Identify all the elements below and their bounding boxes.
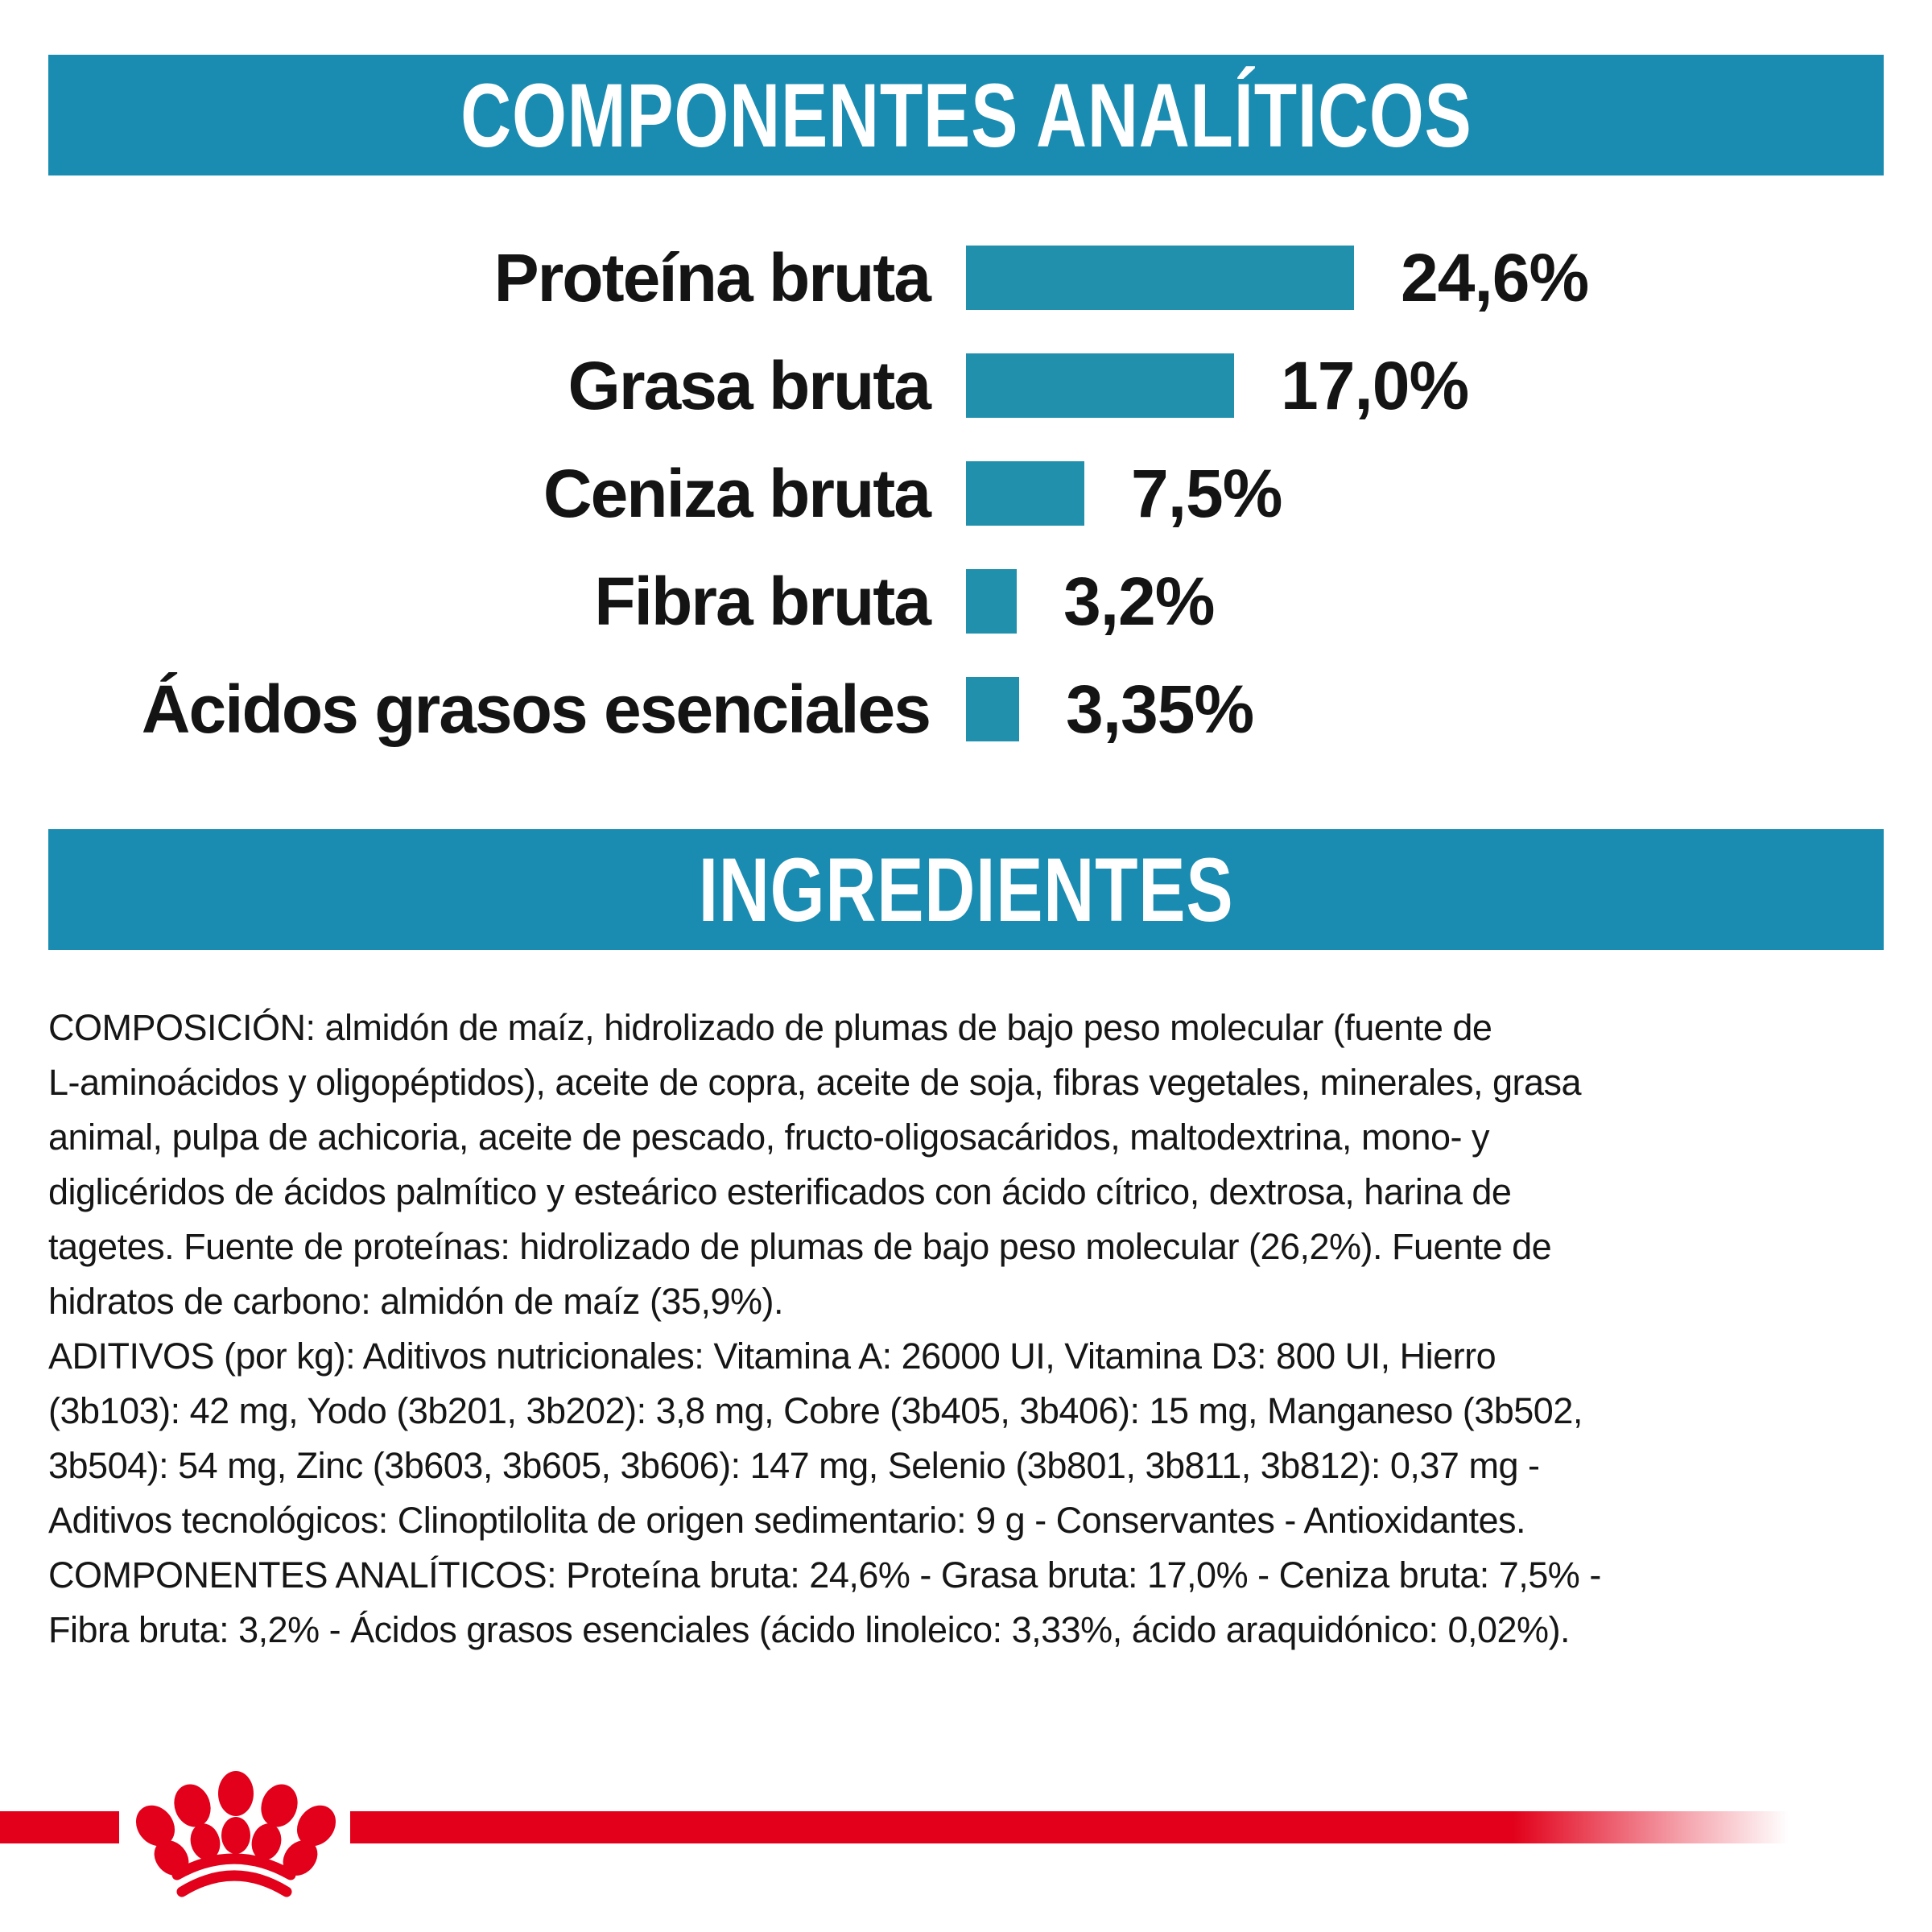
ingredients-text-line: COMPOSICIÓN: almidón de maíz, hidrolizado de plumas de bajo peso molecular (fuente de (48, 1007, 1492, 1048)
chart-category-label: Grasa bruta (568, 347, 930, 423)
ingredients-text-line: Aditivos tecnológicos: Clinoptilolita de origen sedimentario: 9 g - Conservantes - Antioxidantes. (48, 1500, 1526, 1541)
analytics-header-title: COMPONENTES ANALÍTICOS (460, 64, 1472, 166)
chart-category-label: Fibra bruta (594, 563, 930, 639)
ingredients-text-line: tagetes. Fuente de proteínas: hidrolizado de plumas de bajo peso molecular (26,2%). Fuente de (48, 1226, 1552, 1267)
chart-row-acidos (48, 671, 1254, 747)
ingredients-text-line: ADITIVOS (por kg): Aditivos nutricionales: Vitamina A: 26000 UI, Vitamina D3: 800 UI, Hierro (48, 1335, 1496, 1377)
ingredients-text-line: COMPONENTES ANALÍTICOS: Proteína bruta: 24,6% - Grasa bruta: 17,0% - Ceniza bruta: 7,5% - (48, 1554, 1601, 1596)
chart-category-label: Proteína bruta (493, 239, 930, 316)
chart-bar-grasa (966, 353, 1234, 418)
chart-category-label: Ceniza bruta (543, 455, 930, 531)
ingredients-text-line: animal, pulpa de achicoria, aceite de pescado, fructo-oligosacáridos, maltodextrina, mono- y (48, 1117, 1489, 1158)
chart-value-label: 7,5% (1131, 455, 1282, 531)
brand-ribbon-right (350, 1811, 1803, 1843)
brand-ribbon-left (0, 1811, 119, 1843)
ingredients-text-line: Fibra bruta: 3,2% - Ácidos grasos esenciales (ácido linoleico: 3,33%, ácido araquidónico: 0,02%). (48, 1609, 1571, 1650)
chart-row-fibra (48, 563, 1215, 639)
analytics-header-band (48, 55, 1884, 175)
ingredients-header-title: INGREDIENTES (698, 839, 1234, 940)
ingredients-text-block (48, 1001, 1900, 1657)
royal-canin-crown-icon (127, 1769, 345, 1906)
chart-row-ceniza (48, 455, 1282, 531)
chart-category-label: Ácidos grasos esenciales (141, 671, 930, 747)
chart-bar-fibra (966, 569, 1017, 634)
ingredients-text-line: hidratos de carbono: almidón de maíz (35,9%). (48, 1281, 784, 1322)
chart-value-label: 24,6% (1401, 239, 1589, 316)
chart-bar-ceniza (966, 461, 1084, 526)
chart-bar-acidos (966, 677, 1019, 741)
ingredients-text-line: diglicéridos de ácidos palmítico y esteárico esterificados con ácido cítrico, dextrosa, harina de (48, 1171, 1512, 1212)
chart-bar-proteina (966, 246, 1354, 310)
chart-row-proteina (48, 239, 1589, 316)
ingredients-text-line: L-aminoácidos y oligopéptidos), aceite de copra, aceite de soja, fibras vegetales, minerales, grasa (48, 1062, 1582, 1103)
ingredients-header-band (48, 829, 1884, 950)
chart-value-label: 3,35% (1066, 671, 1254, 747)
chart-row-grasa (48, 347, 1469, 423)
chart-value-label: 3,2% (1063, 563, 1215, 639)
ingredients-text-line: (3b103): 42 mg, Yodo (3b201, 3b202): 3,8 mg, Cobre (3b405, 3b406): 15 mg, Manganeso (3b502, (48, 1390, 1583, 1431)
chart-value-label: 17,0% (1281, 347, 1469, 423)
ingredients-text-line: 3b504): 54 mg, Zinc (3b603, 3b605, 3b606): 147 mg, Selenio (3b801, 3b811, 3b812): 0,37 mg - (48, 1445, 1540, 1486)
